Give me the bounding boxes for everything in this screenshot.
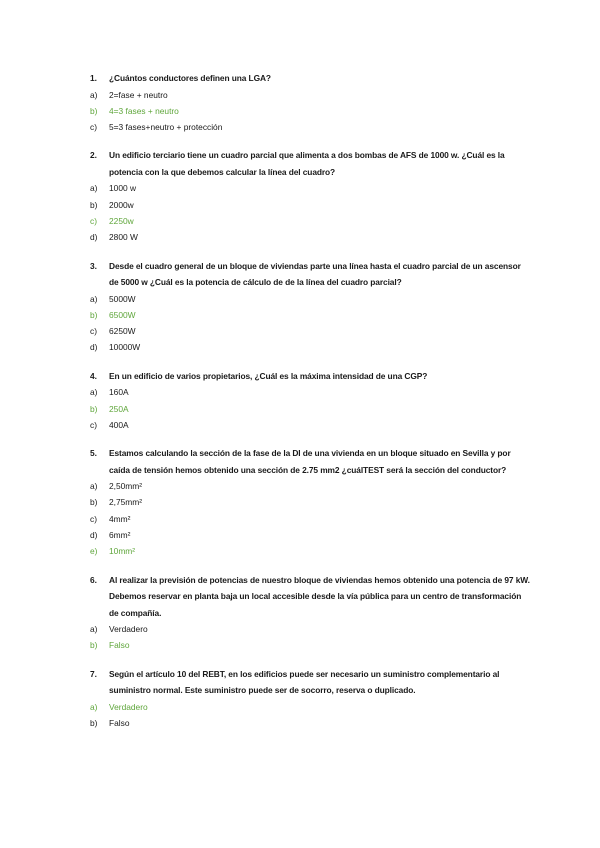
- question-line: [90, 666, 530, 699]
- answer-option: [90, 87, 530, 103]
- option-text: 2,50mm²: [109, 481, 143, 492]
- question-text: ¿Cuántos conductores definen una LGA?: [109, 73, 271, 83]
- question-number: 2.: [90, 150, 97, 161]
- option-label: c): [90, 215, 97, 226]
- option-label: c): [90, 513, 97, 524]
- option-text: 6250W: [109, 326, 136, 337]
- answer-option: [90, 291, 530, 307]
- option-label: a): [90, 89, 98, 100]
- question-block: [90, 70, 530, 135]
- answer-option: [90, 384, 530, 400]
- question-number: 1.: [90, 73, 97, 83]
- answer-option: [90, 229, 530, 245]
- option-text: Verdadero: [109, 624, 148, 635]
- question-line: [90, 147, 530, 180]
- answer-option: [90, 323, 530, 339]
- option-label: c): [90, 419, 97, 430]
- answer-option: [90, 715, 530, 731]
- answer-option: [90, 478, 530, 494]
- question-text: En un edificio de varios propietarios, ¿Cuál es la máxima intensidad de una CGP?: [109, 370, 428, 381]
- option-text: 2800 W: [109, 232, 138, 243]
- option-text: 2,75mm²: [109, 497, 143, 508]
- option-text: Falso: [109, 718, 130, 729]
- question-line: [90, 572, 530, 622]
- option-label: a): [90, 293, 98, 304]
- option-label: d): [90, 342, 98, 353]
- answer-option-correct: [90, 401, 530, 417]
- question-number: 4.: [90, 370, 97, 381]
- question-text: Estamos calculando la sección de la fase de la DI de una vivienda en un bloque situado en Sevilla y por caída de tensión hemos obtenido una sección de 2.75 mm2 ¿cuálTEST será la sección del conductor?: [109, 448, 511, 475]
- question-text: Al realizar la previsión de potencias de nuestro bloque de viviendas hemos obtenido una potencia de 97 kW. Debemos reservar en planta baja un local accesible desde la vía pública para un centro de transformación de compañía.: [109, 574, 530, 618]
- answer-option: [90, 339, 530, 355]
- option-text: 5=3 fases+neutro + protección: [109, 122, 223, 133]
- option-label: a): [90, 624, 98, 635]
- option-label: c): [90, 122, 97, 133]
- option-text: 4mm²: [109, 513, 131, 524]
- option-label: b): [90, 105, 98, 116]
- option-text: Verdadero: [109, 701, 148, 712]
- answer-option-correct: [90, 543, 530, 559]
- answer-option-correct: [90, 637, 530, 653]
- answer-option-correct: [90, 213, 530, 229]
- option-label: a): [90, 481, 98, 492]
- option-text: 250A: [109, 403, 129, 414]
- question-block: [90, 147, 530, 245]
- question-block: [90, 666, 530, 732]
- question-block: [90, 572, 530, 654]
- answer-option-correct: [90, 699, 530, 715]
- option-text: 10000W: [109, 342, 141, 353]
- option-text: 160A: [109, 387, 129, 398]
- option-text: 6500W: [109, 309, 136, 320]
- question-number: 3.: [90, 260, 97, 271]
- option-label: a): [90, 701, 98, 712]
- option-label: d): [90, 232, 98, 243]
- option-text: 2250w: [109, 215, 134, 226]
- question-number: 6.: [90, 574, 97, 585]
- option-label: c): [90, 326, 97, 337]
- option-label: b): [90, 403, 98, 414]
- option-label: a): [90, 183, 98, 194]
- question-number: 5.: [90, 448, 97, 459]
- question-line: [90, 445, 530, 478]
- option-label: b): [90, 199, 98, 210]
- question-text: Un edificio terciario tiene un cuadro parcial que alimenta a dos bombas de AFS de 1000 w. ¿Cuál es la potencia con la que debemos calcular la línea del cuadro?: [109, 150, 505, 177]
- question-block: [90, 258, 530, 356]
- answer-option-correct: [90, 103, 530, 119]
- question-number: 7.: [90, 668, 97, 679]
- option-text: Falso: [109, 640, 130, 651]
- question-block: [90, 368, 530, 433]
- option-label: d): [90, 530, 98, 541]
- answer-option: [90, 494, 530, 510]
- option-text: 2000w: [109, 199, 134, 210]
- quiz-list: [90, 70, 530, 743]
- option-text: 5000W: [109, 293, 136, 304]
- question-line: [90, 368, 530, 385]
- option-label: b): [90, 640, 98, 651]
- option-text: 2=fase + neutro: [109, 89, 168, 100]
- answer-option: [90, 621, 530, 637]
- answer-option: [90, 417, 530, 433]
- question-block: [90, 445, 530, 559]
- option-text: 4=3 fases + neutro: [109, 105, 179, 116]
- option-label: e): [90, 546, 98, 557]
- option-text: 10mm²: [109, 546, 136, 557]
- option-label: b): [90, 718, 98, 729]
- question-line: [90, 258, 530, 291]
- option-label: a): [90, 387, 98, 398]
- answer-option: [90, 511, 530, 527]
- answer-option: [90, 119, 530, 135]
- option-label: b): [90, 497, 98, 508]
- option-label: b): [90, 309, 98, 320]
- answer-option-correct: [90, 307, 530, 323]
- question-text: Según el artículo 10 del REBT, en los edificios puede ser necesario un suministro complementario al suministro normal. Este suministro puede ser de socorro, reserva o duplicado.: [109, 668, 500, 696]
- option-text: 1000 w: [109, 183, 137, 194]
- option-text: 400A: [109, 419, 129, 430]
- answer-option: [90, 527, 530, 543]
- question-text: Desde el cuadro general de un bloque de viviendas parte una línea hasta el cuadro parcial de un ascensor de 5000 w ¿Cuál es la potencia de cálculo de de la línea del cuadro parcial?: [109, 260, 521, 288]
- answer-option: [90, 180, 530, 196]
- option-text: 6mm²: [109, 530, 131, 541]
- answer-option: [90, 197, 530, 213]
- question-line: [90, 70, 530, 87]
